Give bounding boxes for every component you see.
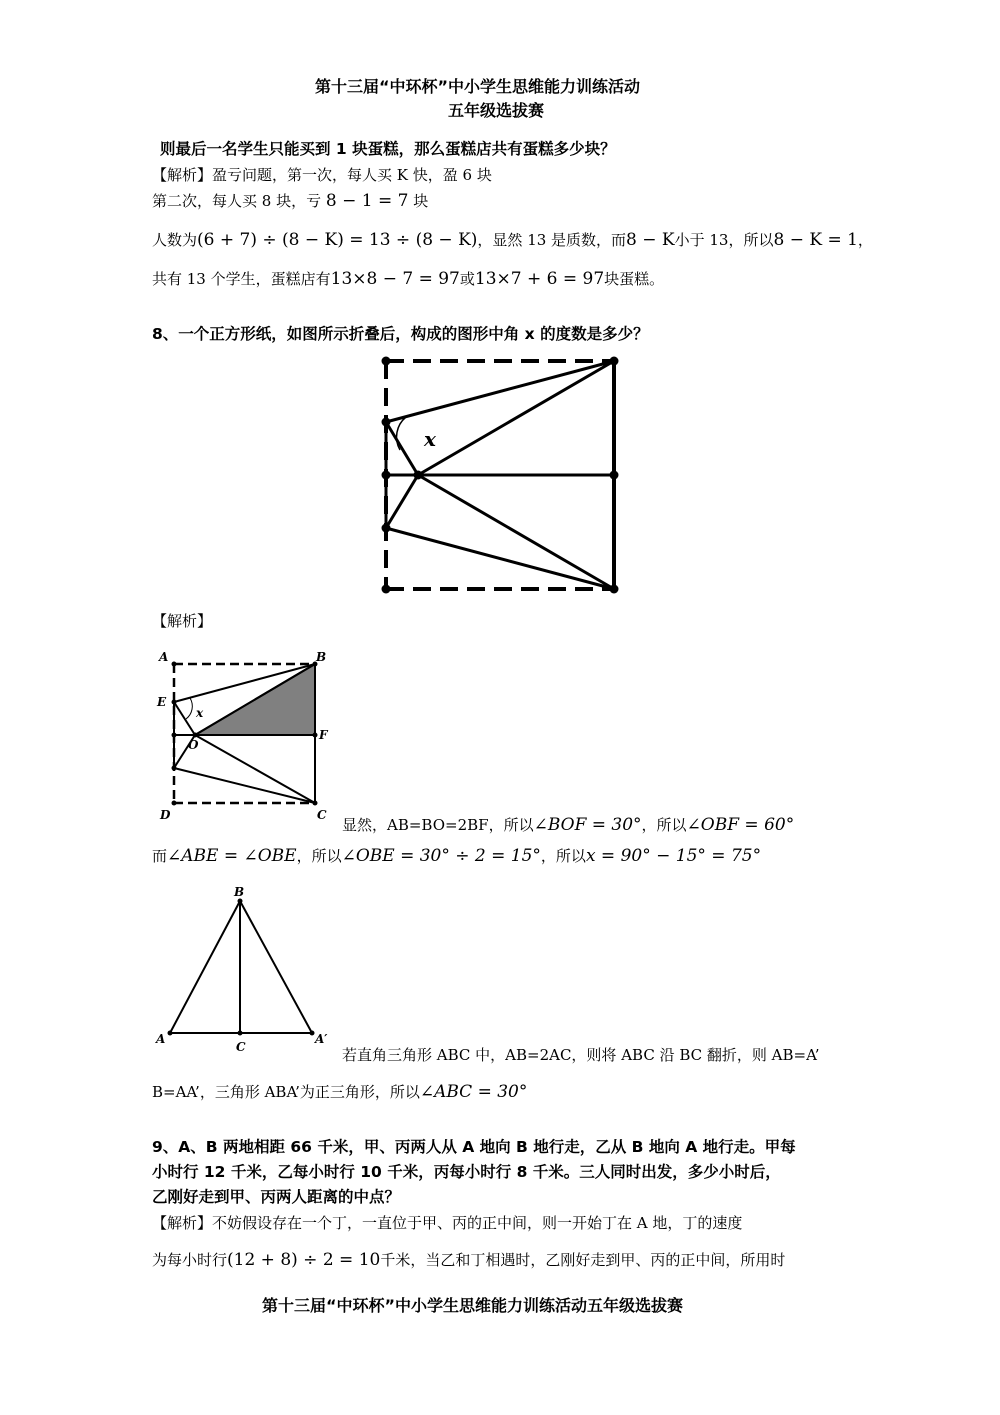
q8-explain1-math1: ∠BOF = 30°	[533, 815, 642, 835]
q9-analysis2-math: (12 + 8) ÷ 2 = 10	[227, 1250, 381, 1270]
q7-line3-d: ，	[857, 231, 873, 249]
vertex-dot	[172, 662, 177, 667]
vertex-dot	[172, 766, 177, 771]
q8-analysis-label: 【解析】	[152, 612, 213, 630]
vertex-dot	[172, 733, 177, 738]
q7-line3-math3: 8 − K = 1	[773, 230, 858, 250]
vertex-dot	[382, 524, 391, 533]
q9-analysis-line2	[152, 1249, 785, 1270]
vertex-dot	[172, 700, 177, 705]
q7-line4-math2: 13×7 + 6 = 97	[474, 269, 605, 289]
q9-analysis2-b: 千米，当乙和丁相遇时，乙刚好走到甲、丙的正中间，所用时	[380, 1251, 786, 1269]
q7-line2-math: 8 − 1 = 7	[325, 191, 409, 211]
q7-line4-b: 或	[459, 270, 475, 288]
q8-figure-folded-square	[370, 350, 630, 600]
q8-explain2-c: ，所以	[540, 847, 586, 865]
page-footer: 第十三届“中环杯”中小学生思维能力训练活动五年级选拔赛	[262, 1296, 684, 1315]
q9-question-line1: 9、A、B 两地相距 66 千米，甲、丙两人从 A 地向 B 地行走，乙从 B 地向 A 地行走。甲每	[152, 1138, 796, 1156]
vertex-dot	[313, 801, 318, 806]
q8-explain-line1	[342, 814, 794, 835]
q9-question-line3: 乙刚好走到甲、丙两人距离的中点？	[152, 1188, 401, 1206]
q8-explain2-math3: x = 90° − 15° = 75°	[585, 846, 762, 866]
q7-analysis-line3	[152, 229, 873, 250]
q8-explain4-a: B=AA’，三角形 ABA’为正三角形，所以	[152, 1083, 420, 1101]
vertex-dot	[382, 471, 391, 480]
vertex-dot	[382, 418, 391, 427]
label-B: B	[316, 650, 327, 664]
q8-figure-labeled-square	[150, 645, 340, 830]
q8-explain1-b: ，所以	[641, 816, 687, 834]
label-B: B	[234, 885, 245, 899]
vertex-dot	[168, 1031, 173, 1036]
vertex-dot	[610, 471, 619, 480]
angle-arc	[186, 698, 192, 719]
q7-line2-unit: 块	[413, 192, 429, 210]
page-subtitle: 五年级选拔赛	[448, 101, 545, 120]
q8-explain-line4	[152, 1081, 527, 1102]
q7-line4-a: 共有 13 个学生，蛋糕店有	[152, 270, 331, 288]
q7-analysis-line2	[152, 190, 428, 211]
vertex-dot	[238, 899, 243, 904]
label-C: C	[236, 1040, 246, 1054]
vertex-dot	[193, 733, 198, 738]
label-A: A	[156, 1032, 166, 1046]
label-C: C	[317, 808, 327, 822]
vertex-dot	[382, 585, 391, 594]
label-A-prime: A′	[315, 1032, 328, 1046]
q8-figure-triangle	[150, 885, 345, 1060]
q8-explain2-math1: ∠ABE = ∠OBE	[167, 846, 297, 866]
label-x: x	[196, 706, 204, 720]
vertex-dot	[610, 357, 619, 366]
q7-question-tail: 则最后一名学生只能买到 1 块蛋糕，那么蛋糕店共有蛋糕多少块？	[160, 140, 616, 158]
q7-line3-math1: (6 + 7) ÷ (8 − K) = 13 ÷ (8 − K)	[197, 230, 478, 250]
q8-explain1-math2: ∠OBF = 60°	[686, 815, 795, 835]
q8-explain2-b: ，所以	[296, 847, 342, 865]
vertex-dot	[238, 1031, 243, 1036]
q7-analysis-line4	[152, 268, 664, 289]
q7-line3-b: ，显然 13 是质数，而	[477, 231, 627, 249]
q8-explain4-math: ∠ABC = 30°	[419, 1082, 528, 1102]
label-A: A	[159, 650, 169, 664]
label-F: F	[319, 728, 328, 742]
angle-x-label: x	[424, 427, 436, 451]
q9-question-line2: 小时行 12 千米，乙每小时行 10 千米，丙每小时行 8 千米。三人同时出发，多少小时后，	[152, 1163, 781, 1181]
page-title: 第十三届“中环杯”中小学生思维能力训练活动	[315, 77, 641, 96]
q7-line4-c: 块蛋糕。	[604, 270, 665, 288]
q7-line3-c: 小于 13，所以	[674, 231, 774, 249]
q8-question: 8、一个正方形纸，如图所示折叠后，构成的图形中角 x 的度数是多少？	[152, 325, 649, 343]
q9-analysis2-a: 为每小时行	[152, 1251, 228, 1269]
vertex-dot	[414, 471, 423, 480]
vertex-dot	[610, 585, 619, 594]
q7-line2-text: 第二次，每人买 8 块，亏	[152, 192, 322, 210]
q7-analysis-line1: 【解析】盈亏问题，第一次，每人买 K 快，盈 6 块	[152, 166, 492, 184]
vertex-dot	[310, 1031, 315, 1036]
vertex-dot	[382, 357, 391, 366]
q9-analysis-line1: 【解析】不妨假设存在一个丁，一直位于甲、丙的正中间，则一开始丁在 A 地，丁的速度	[152, 1214, 743, 1232]
q7-line3-a: 人数为	[152, 231, 198, 249]
q8-explain2-a: 而	[152, 847, 168, 865]
q8-explain2-math2: ∠OBE = 30° ÷ 2 = 15°	[341, 846, 541, 866]
label-O: O	[188, 738, 199, 752]
q8-explain-line2	[152, 845, 761, 866]
label-E: E	[157, 695, 167, 709]
q7-line4-math1: 13×8 − 7 = 97	[330, 269, 460, 289]
vertex-dot	[172, 801, 177, 806]
q8-explain1-a: 显然，AB=BO=2BF，所以	[342, 816, 534, 834]
vertex-dot	[313, 733, 318, 738]
q7-line3-math2: 8 − K	[626, 230, 675, 250]
label-D: D	[160, 808, 171, 822]
q8-explain-line3: 若直角三角形 ABC 中，AB=2AC，则将 ABC 沿 BC 翻折，则 AB=A’	[342, 1046, 820, 1064]
